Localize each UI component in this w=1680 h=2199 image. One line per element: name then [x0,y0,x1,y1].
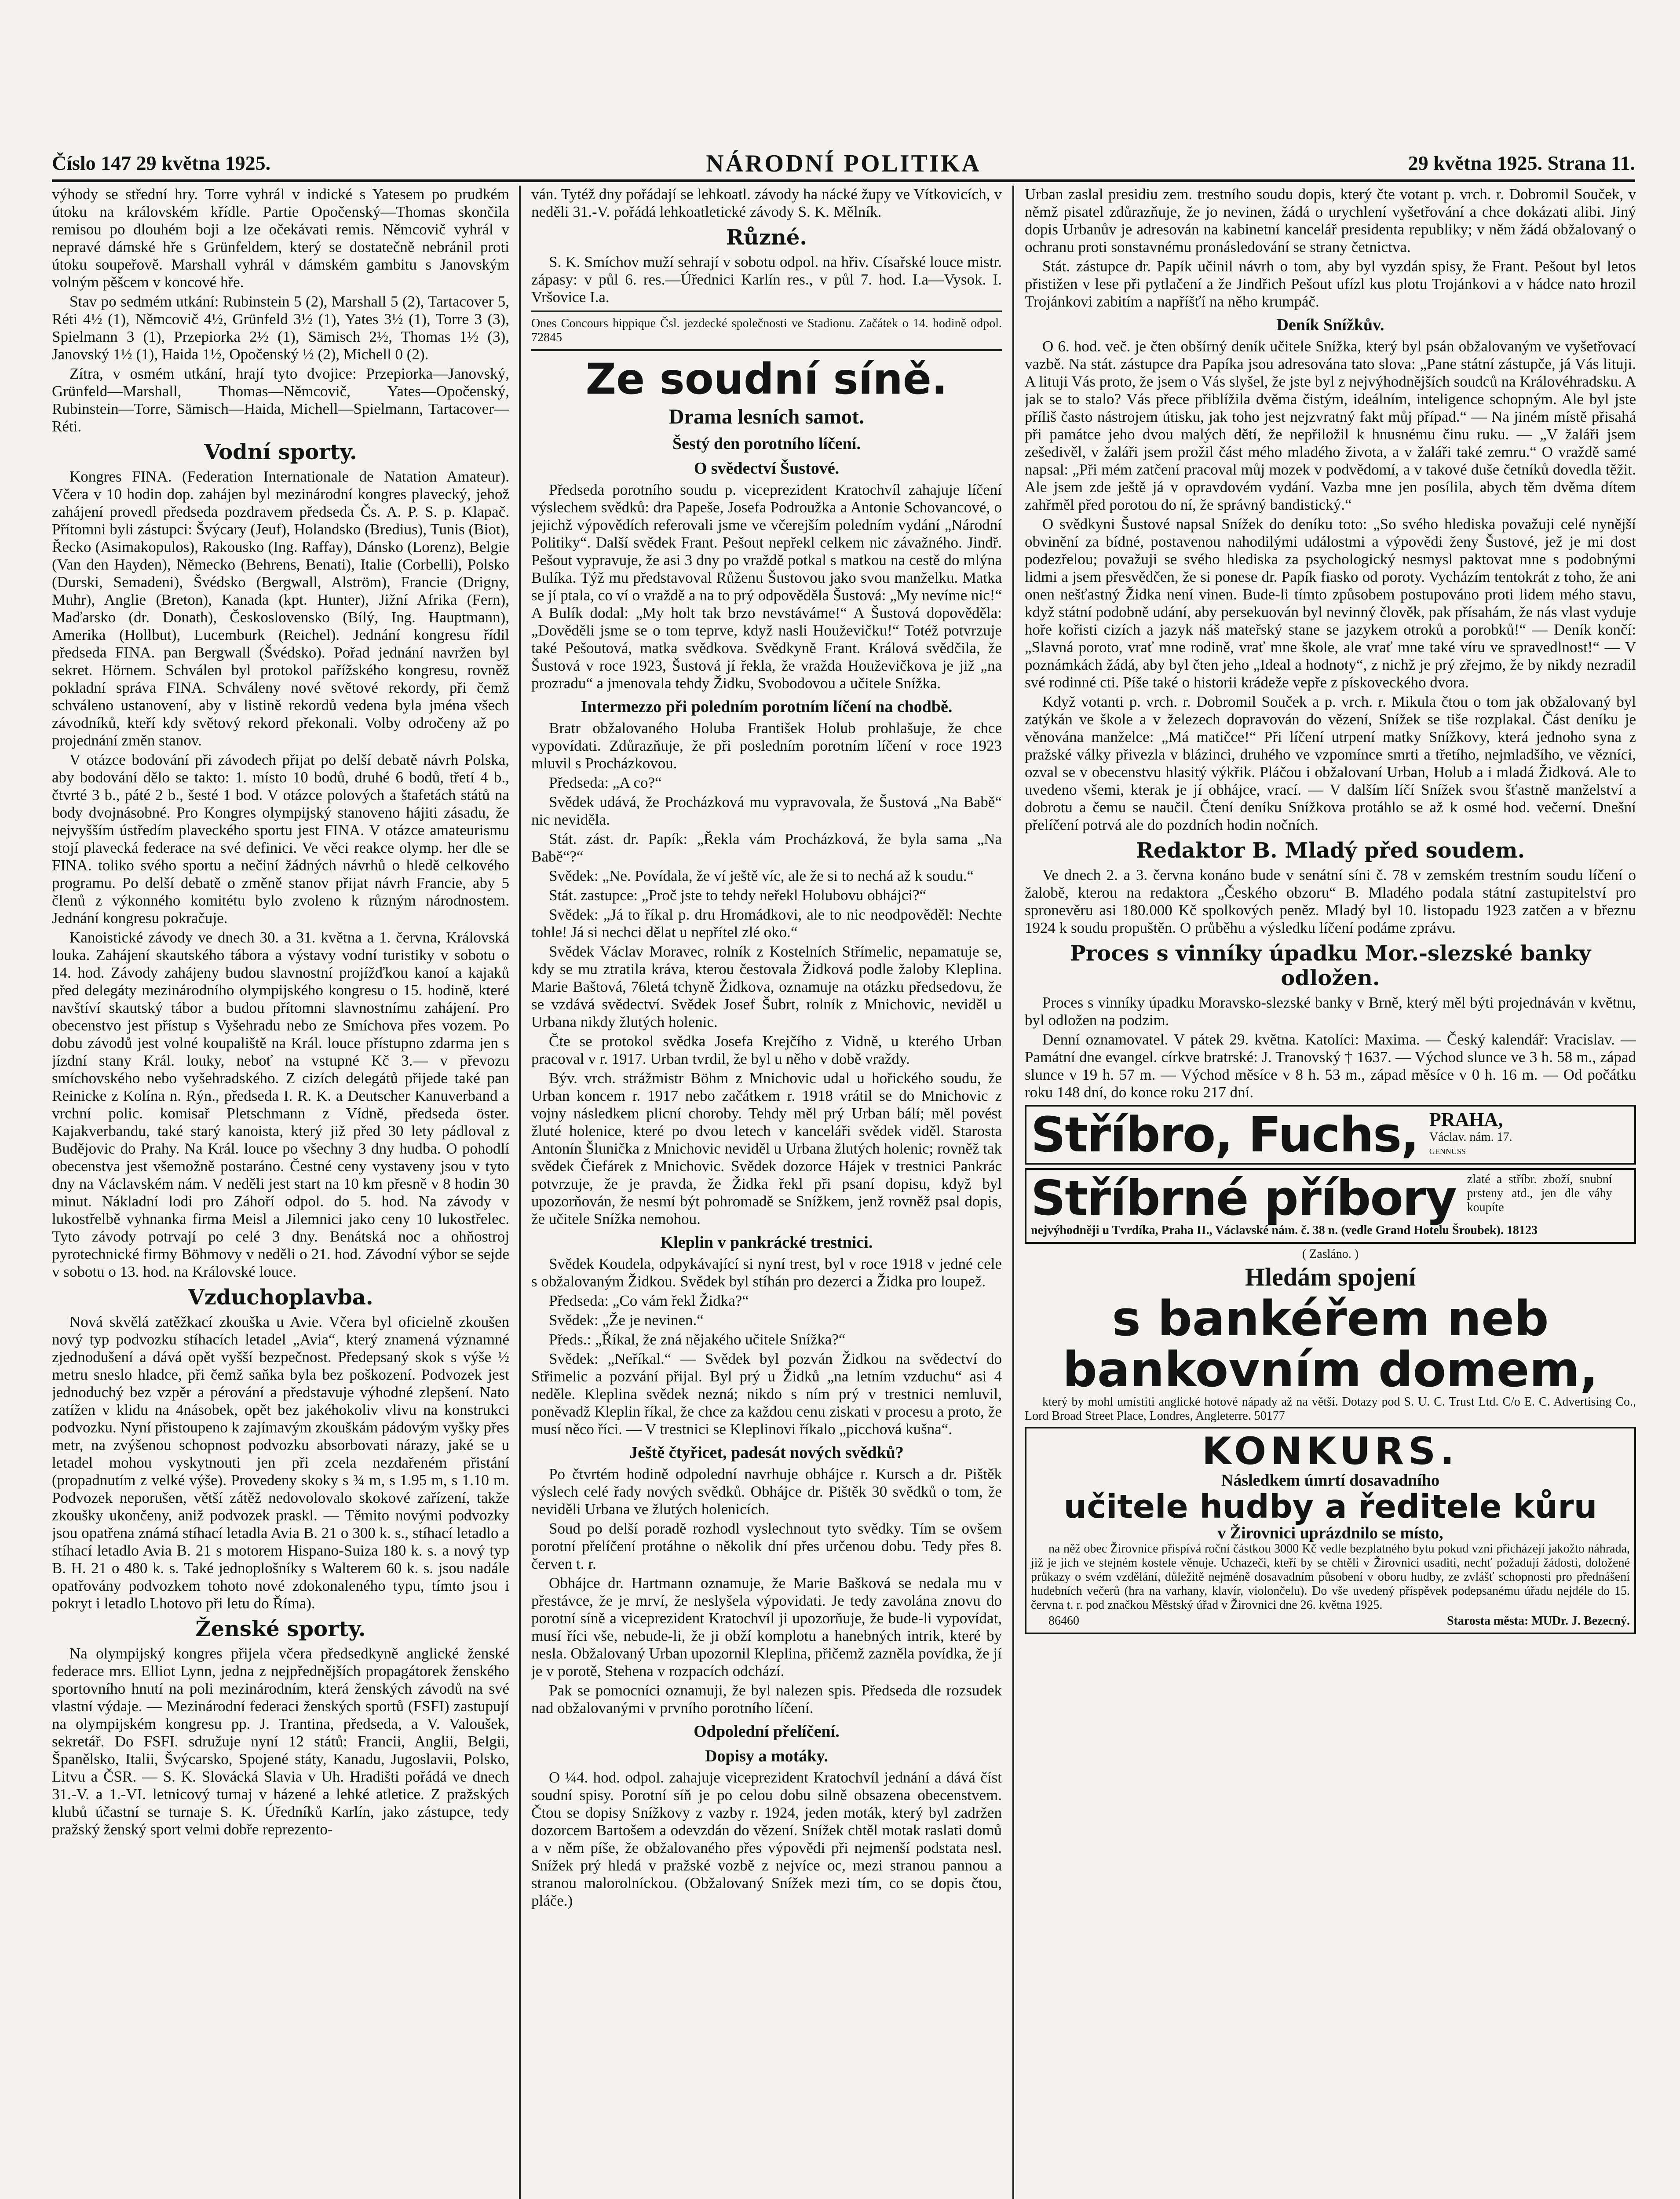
column-3 [1025,186,1636,2199]
section-title-vzduchoplavba: Vzduchoplavba. [188,1285,373,1310]
paragraph: Svědek Václav Moravec, rolník z Kostelních Střímelic, nepamatuje se, kdy se mu ztratila kráva, kterou čestovala Židková podle žaloby Kleplina. Marie Baštová, 76letá tchyně Židkova, oznamuje na otázku předsedovu, že se vzdává svědectví. Svědek Josef Šubrt, rolník z Mnichovic, neviděl u Urbana nikdy žlutých holenic. [531,943,1002,1030]
page-header [52,147,1635,181]
paragraph: Bratr obžalovaného Holuba František Holub prohlašuje, že chce vypovídati. Zdůrazňuje, že při posledním porotním líčení v roce 1923 mluvil s Procházkovou. [531,720,1002,772]
chess-report: výhody se střední hry. Torre vyhrál v indické s Yatesem po prudkém útoku na královském křídle. Partie Opočenský—Thomas skončila remisou po dlouhém boji a lze očekávati remis. Němcovič vyhrál v nepravé dámské hře s Grünfeldem, který se dostatečně nebránil proti útoku soupeřově. Marshall vyhrál v dámském gambitu s Janovským volným pěšcem v koncové hře. [52,186,509,291]
paragraph: Svědek: „Neříkal.“ — Svědek byl pozván Židkou na svědectví do Střimelic a pozvání přijal. Byl prý u Židků „na letním vzduchu“ asi 4 neděle. Kleplina svědek nezná; nikdo s ním prý v trestnici nemluvil, poněvadž Kleplin říkal, že chce za každou cenu ziskati v procesu a proto, že musí něco říci. — V trestnici se Kleplinovi říkalo „picchová kušna“. [531,1350,1002,1438]
ad-konkurs-sign [1031,1614,1630,1628]
paragraph: Svědek Koudela, odpykávající si nyní trest, byl v roce 1918 v jedné cele s obžalovaným Židkou. Svědek byl stíhán pro dezerci a Židka pro loupež. [531,1255,1002,1290]
subheadline-intermezzo: Intermezzo při poledním porotním líčení na chodbě. [581,698,953,716]
subheadline-svedectvi-sustove: O svědectví Šustové. [694,459,840,478]
article-avia-test: Nová skvělá zatěžkací zkouška u Avie. Včera byl oficielně zkoušen nový typ podvozku stíhacích letadel „Avia“, který znamená významné zjednodušení a dává opět vyšší bezpečnost. Předepsaný skok s výše ½ metru sneslo hladce, při čemž saňka byla bez poškození. Podvozek jest jednoduchý bez vzpěr a pérování a představuje výhodné zlepšení. Nato zatížen v klidu na 4násobek, opět bez jakéhokoliv vlivu na konstrukci podvozku. Nyní přistoupeno k zajímavým zkouškám pádovým vyšky přes metr, na zvýšenou schopnost podvozku absorbovati nárazy, jaké se u letadel mohou vyskytnouti jen při zcela nezdařeném přistání (propadnutím z velké výše). Provedeny skoky s ¾ m, s 1.95 m, s 1.10 m. Podvozek neporušen, větší zátěž nedovolovalo skokové zařízení, takže zkoušky ukončeny, aniž podvozek praskl. — Těmito novými podvozky jsou opatřena známá stíhací letadla Avia B. 21 o 300 k. s., stíhací letadlo a stíhací letadlo Avia B. 21 s motorem Hispano-Suiza 180 k. s. a nový typ B. H. 21 o 480 k. s. Také jednoplošníky s Walterem 60 k. s. jsou nadále opatřovány podvozkem tohoto nové zdokonaleného typu, tímto jsou i pokryt i letadlo Lhotovo při letu do Říma). [52,1313,509,1612]
column-1 [52,186,509,2199]
subheadline-odpoledni-prelíceni: Odpolední přelíčení. [694,1722,840,1741]
concours-text: Ones Concours hippique Čsl. jezdecké společnosti ve Stadionu. Začátek o 14. hodině odpol. [531,317,1002,330]
ad-bankerem: s bankéřem neb [1112,1290,1549,1347]
paragraph-denni-oznamovatel: Denní oznamovatel. V pátek 29. května. Katolíci: Maxima. — Český kalendář: Vracislav. — Památní dne evangel. církve bratrské: J. Tranovský † 1637. — Východ slunce ve 3 h. 58 m., západ slunce v 19 h. 57 m. — Východ měsíce v 8 h. 53 m., západ měsíce v 0 h. 16 m. — Od počátku roku 148 dní, do konce roku 217 dní. [1025,1031,1636,1101]
column-rule-2 [1012,186,1014,2199]
paragraph: Předs.: „Říkal, že zná nějakého učitele Snížka?“ [549,1331,846,1348]
paragraph: Urban zaslal presidiu zem. trestního soudu dopis, který čte votant p. vrch. r. Dobromil Souček, v němž pisatel zdůrazňuje, že jo nevinen, žádá o urychlení vyšetřování a chce dokázati alibi. Jiný dopis Urbanův je adresován na kabinetní kancelář presidenta republiky; v něm žádá obžalovaný o ochranu proti sonstavnému pronásledování se strany četnictva. [1025,186,1636,256]
subheadline-dopisy-motaky: Dopisy a motáky. [705,1747,828,1765]
ad-hledam-spojeni: Hledám spojení [1245,1263,1416,1291]
paragraph: Stát. zást. dr. Papík: „Řekla vám Procházková, že byla sama „Na Babě“?“ [531,830,1002,865]
column-rule-1 [519,186,521,2199]
paragraph: O 6. hod. več. je čten obšírný deník učitele Snížka, který byl psán obžalovaným ve vyšetřovací vazbě. Na stát. zástupce dra Papíka jsou adresována tato slova: „Pane státní zástupče, já Vás lituji. A lituji Vás proto, že jsem o Vás slyšel, že jste byl z nejvýhodnějších soudců na Královéhradsku. A jak se to stalo? Vás přece přiblížila dvěma čistým, ideálním, inteligence schopným. Ale byl jste příliš často nástrojem útisku, jak toho jest nejzvratný fakt můj případ.“ — Na jiném místě přisahá při památce jeho dvou malých dětí, že nepřiložil k hnusnému činu ruku. — „V žaláři jsem zešedivěl, v žaláři jsem prožil část mého mladého života, a v žaláři také zemru.“ O vraždě samé napsal: „Při mém zatčení pracoval můj mozek v podvědomí, a v takové duše četníků dovedla těžit. Ale jsem zde ještě já v opravdovém vydání. Vazba mne jen posílila, abych těm dvěma dítem zahřměl před porotou do ní, že správný bandistický.“ [1025,338,1636,513]
column-2 [531,186,1002,2199]
ad-konkurs [1025,1427,1636,1634]
ad-stribrne-pribory [1025,1168,1636,1244]
paragraph: Předseda: „A co?“ [549,774,662,791]
ad-pribory-address [1031,1224,1630,1238]
ad-stribro-fuchs-address [1429,1109,1512,1158]
ad-bankovni-dum [1025,1247,1636,1423]
paragraph: Svědek udává, že Procházková mu vypravovala, že Šustová „Na Babě“ nic neviděla. [531,793,1002,828]
headline-redaktor-mlady: Redaktor B. Mladý před soudem. [1136,838,1525,863]
paragraph: Svědek: „Ne. Povídala, že ví ještě víc, ale že si to nechá až k soudu.“ [549,867,974,884]
paragraph: Pak se pomocníci oznamuji, že byl nalezen spis. Předseda dle rozsudek nad obžalovanými v prvního porotního líčení. [531,1682,1002,1717]
headline-drama-lesnich-samot: Drama lesních samot. [669,405,864,428]
paragraph: Soud po delší poradě rozhodl vyslechnout tyto svědky. Tím se ovšem porotní přelíčení protáhne o několik dní přes určenou dobu. Tedy přes 8. červen t. r. [531,1520,1002,1572]
ad-konkurs-sub: Následkem úmrtí dosavadního [1221,1471,1440,1490]
subheadline-denik-snizkuv: Deník Snížkův. [1276,316,1384,334]
issue-number: Číslo 147 29 května 1925. [52,152,271,174]
ad-zaslano: ( Zasláno. ) [1302,1247,1359,1261]
ad-number: 86460 [1048,1614,1079,1628]
divider [531,310,1002,312]
section-title-soudni-sin: Ze soudní síně. [585,354,948,404]
paragraph: Když votanti p. vrch. r. Dobromil Souček a p. vrch. r. Mikula čtou o tom jak obžalovaný byl zatýkán ve škole a v železech dopravován do vězení, Snížek se tiše rozplakal. Část deníku je věnována manželce: „Má matičce!“ Při líčení utrpení matky Snížkovy, která jednoho syna z pražské války přivezla v blázinci, druhého ve vzpomínce smrti a třetího, nejmladšího, ve vězníci, ozval se v obecenstvu hlasitý výkřik. Pláčou i obžalovaní Urban, Holub a i mladá Židková. Ale to uvedeno všemi, kterak je jí obhájce, vrací. — V dalším líčí Snížek svou šťastně manželství a dobrotu a čemu se naučil. Čtení deníku Snížkova protáhlo se až k osmé hod. večerní. Dnešní přelíčení potrvá ale do pozdních hodin nočních. [1025,693,1636,833]
subheadline-kleplin: Kleplin v pankrácké trestnici. [660,1233,873,1252]
ad-konkurs-signature: Starosta města: MUDr. J. Bezecný. [1446,1614,1630,1628]
ad-number: 50177 [1254,1409,1285,1423]
ad-bank-text: který by mohl umístiti anglické hotové nápady až na větší. Dotazy pod S. U. C. Trust Ltd. C/o E. C. Advertising Co., Lord Broad Street Place, Londres, Angleterre. [1025,1395,1636,1423]
ad-street: Václav. nám. 17. [1429,1130,1512,1144]
concours-number: 72845 [531,331,562,344]
ad-konkurs-headline: učitele hudby a ředitele kůru [1063,1488,1597,1526]
paragraph: Ve dnech 2. a 3. června konáno bude v senátní síni č. 78 v zemském trestním soudu líčení o žalobě, kterou na redaktora „Českého obzoru“ B. Mladého podala státní zastupitelství pro spronevěru asi 180.000 Kč spolkových peněz. Mladý byl 10. listopadu 1923 zatčen a v březnu 1924 k soudu propuštěn. O průběhu a výsledku líčení podáme zprávu. [1025,866,1636,936]
ad-pribory-address-text: nejvýhodněji u Tvrdíka, Praha II., Václavské nám. č. 38 n. (vedle Grand Hotelu Šroubek). [1031,1224,1504,1237]
page-date-number: 29 května 1925. Strana 11. [1408,152,1635,174]
ad-city: PRAHA, [1429,1109,1503,1130]
header-rule [52,179,1635,182]
section-title-zenske-sporty: Ženské sporty. [195,1617,366,1641]
chess-standings: Stav po sedmém utkání: Rubinstein 5 (2), Marshall 5 (2), Tartacover 5, Réti 4½ (1), Němcovič 4½, Grünfeld 3½ (1), Yates 3½ (1), Torre 3 (3), Spielmann 3 (1), Przepiorka 2½ (1), Sämisch 2½, Thomas 1½ (3), Janovský 1½ (1), Haida 1½, Opočenský ½ (2), Michell 0 (2). [52,293,509,363]
masthead: NÁRODNÍ POLITIKA [706,150,981,177]
concours-hippique-notice [531,317,1002,345]
paragraph: Předseda porotního soudu p. viceprezident Kratochvíl zahajuje líčení výslechem svědků: dra Papeše, Josefa Podroužka a Antonie Schovancové, o jejichž výpovědích referovali jsme ve včerejším poledním vydání „Národní Politiky“. Další svědek Frant. Pešout nepřekl celkem nic závažného. Jindř. Pešout vypravuje, že asi 3 dny po vraždě potkal s matkou na cestě do mlýna Bulíka. Týž mu představoval Růženu Šustovou jako svou manželku. Matka se jí ptala, co ví o vraždě a na to prý odpověděla Šustová: „My nevíme nic!“ A Bulík dodal: „My holt tak brzo nevstáváme!“ A Šustová dopověděla: „Dověděli jsme se o tom teprve, když nasli Houževičku!“ Totéž potvrzuje také Pešoutová, matka svědkova. Svědkyně Frant. Králová svědčila, že Šustová v roce 1923, Šustová jí řekla, že vražda Houževičkova je již „na prozradu“ a jmenovala tehdy Židku, Svobodovou a učitele Snížka. [531,481,1002,692]
article-zenske-sporty: Na olympijský kongres přijela včera předsedkyně anglické ženské federace mrs. Elliot Lynn, jedna z nejpřednějších propagátorek ženského sportovního hnutí na poli mezinárodním, která ženských závodů na své vlastní výdaje. — Mezinárodní federaci ženských sportů (FSFI) zastupují na olympijském kongresu pp. J. Trantina, předseda, a V. Valoušek, sekretář. Do FSFI. sdružuje nyní 12 států: Francii, Anglii, Belgii, Španělsko, Italii, Švýcarsko, Spojené státy, Kanadu, Jugoslavii, Polsko, Litvu a ČSR. — S. K. Slovácká Slavia v Uh. Hradišti pořádá ve dnech 31.-V. a 1.-VI. letnicový turnaj v házené a lehké atletice. Z pražských klubů účastní se turnaje S. K. Úředníků Karlín, jako zástupce, tedy pražský ženský sport velmi dobře reprezento- [52,1645,509,1838]
ad-pribory-side: zlaté a stříbr. zboží, snubní prsteny atd., jen dle váhy koupíte [1467,1173,1612,1214]
section-title-vodni-sporty: Vodní sporty. [204,440,357,464]
divider [531,349,1002,351]
ad-pribory-title: Stříbrné příbory [1031,1170,1456,1226]
ad-konkurs-body: na něž obec Žirovnice přispívá roční částkou 3000 Kč vedle bezplatného bytu pokud vzni přicházejí jakožto náhrada, již je jich ve stejném kostele věnuje. Uchazeči, kteří by se chtěli v Žirovnici usaditi, nechť požadují žádosti, doložené průkazy o svém vzdělání, důležitě nejméně dosavadním působení v oboru hudby, ze zvlášť schopnosti pro přednášení hudebních večerů (hra na varhany, klavír, violončelu). Do vše uvedený příspěvek podepsanému úřadu nejdéle do 15. června t. r. pod značkou Městský úřad v Žirovnici dne 26. května 1925. [1031,1542,1630,1612]
paragraph: O svědkyni Šustové napsal Snížek do deníku toto: „So svého hlediska považuji celé nynější obvinění za bídné, postavenou nahodilými událostmi a výpovědi ženy Šustové, jež je mi dost podezřelou; považuji se svého hlediska za psychologický nesmysl paktovat mne s podobnými lidmi a jsem přesvědčen, že si ponese dr. Papík fiasko od poroty. Vycházím tentokrát z toho, že ani onen nešťastný Židka není vinen. Bude-li tímto způsobem postupováno proti lidem mého stavu, když státní podobně udání, aby persekuován byl nevinný člověk, pak přísahám, že nás vlast vyduje hoře kořisti cizích a jazyk náš mateřský stane se jazykem otroků a porobků!“ — Deník končí: „Slavná poroto, vrať mne rodině, vrať mne škole, ale vrať mne také víru ve spravedlnost!“ — V poznámkách žádá, aby byl čten jeho „Ideal a hodnoty“, z nichž je prý zřejmo, že by nikdy nezradil své rodinné cti. Píše také o historii krádeže vepře z pískoveckého dvora. [1025,515,1636,691]
ad-number: 18123 [1507,1224,1538,1237]
paragraph: Stát. zástupce dr. Papík učinil návrh o tom, aby byl vyzdán spisy, že Frant. Pešout byl letos přistižen v lese při pytlačení a že Jindřich Pešout ufízl kus plotu Trojánkovi a v hádce nato hrozil Trojánkovi zabitím a napříšťí na něho krumpáč. [1025,258,1636,310]
ad-bank-body [1025,1395,1636,1423]
headline-proces-banky: Proces s vinníky úpadku Mor.-slezské banky odložen. [1070,941,1591,990]
article-kanoisticke-zavody: Kanoistické závody ve dnech 30. a 31. května a 1. června, Královská louka. Zahájení skautského tábora a výstavy vodní turistiky v sobotu o 14. hod. Závody zahájeny budou slavnostní projížďkou kanoí a kajaků před delegáty mezinárodního olympijského kongresu o 15. hodině, které navštíví skautský tábor a budou přítomni slavnostnímu zahájení. Pro obecenstvo jest přístup s Vyšehradu nebo ze Smíchova přes vozem. Po dobu závodů jest volné koupaliště na Král. louce přístupno zdarma jen s jízdní stany Král. louky, neboť na vstupné Kč 3.— v převozu smíchovského nebo vyšehradského. Z cizích delegátů přijede také pan Reinicke z Kolína n. Rýn., předseda I. R. K. a Deutscher Kanuverband a vrchní polic. komisař Pletschmann z Vídně, předseda öster. Kajakverbandu, také starý kanoista, který již před 30 lety pádloval z Budějovic do Prahy. Na Král. louce po všechny 3 dny hudba. O pohodlí obecenstva jest všemožně postaráno. Čestné ceny vystaveny jsou v tyto dny na Václavském nám. V neděli jest start na 10 km přesně v 8 hodin 30 minut. Nákladní lodi pro Záhoří odpol. do 5. hod. Na závody v lukostřelbě vyhnanka firma Meisl a Jilemnici jako ceny 10 lukostřelec. Tyto závody potrvají po celé 3 dny. Benátská noc a ohňostroj pyrotechnické firmy Böhmovy v neděli o 21. hod. Závodní výbor se sejde v sobotu o 13. hod. na Královské louce. [52,929,509,1280]
article-fina-congress: Kongres FINA. (Federation Internationale de Natation Amateur). Včera v 10 hodin dop. zahájen byl mezinárodní kongres plavecký, jehož zahájení provedl předseda pozdravem předseda Čs. A. P. S. p. Klapač. Přítomni byli zástupci: Švýcary (Jeuf), Holandsko (Bredius), Tunis (Biot), Řecko (Asimakopulos), Rakousko (Ing. Raffay), Dánsko (Lorenz), Belgie (Van den Hayden), Německo (Behrens, Benati), Italie (Corbelli), Polsko (Durski, Semadeni), Švédsko (Bergwall, Alström), Francie (Drigny, Muhr), Anglie (Breton), Kanada (kpt. Hunter), Jižní Afrika (Fern), Maďarsko (dr. Donath), Československo (Bílý, Ing. Hauptmann), Amerika (Hollbut), Lucemburk (Reichel). Jednání kongresu řídil předseda FINA. pan Bergwall (Švédsko). Pořad jednání navržen byl sekret. Hörnem. Schválen byl protokol pařížského kongresu, rovněž pokladní správa FINA. Schváleny nové světové rekordy, při čemž schváleno ustanovení, aby v listině rekordů vedena byla jména všech závodníků, kteří kdy světový rekord překonali. Volby odročeny až po projednání změn stanov. [52,468,509,749]
paragraph: Býv. vrch. strážmistr Böhm z Mnichovic udal u hořického soudu, že Urban koncem r. 1917 nebo začátkem r. 1918 vrátil se do Mnichovic z vojny následkem plicní choroby. Tehdy měl prý Urban bálí; měl povést žluté holenice, které po dvou letech v kanceláři svědek viděl. Starosta Antonín Šlunička z Mnichovic neviděl u Urbana žlutých holenic; rovněž tak svědek Čiefárek z Mnichovic. Svědek dozorce Hájek v trestnici Pankrác potvrzuje, že je pravda, že Židka řekl při psaní dopisu, když byl upozorňován, že nesmí být pohromadě se Snížkem, jenž rovněž psal dopis, že učitele Snížka nemohou. [531,1070,1002,1227]
paragraph: O ¼4. hod. odpol. zahajuje viceprezident Kratochvíl jednání a dává číst soudní spisy. Porotní síň je po celou dobu silně obsazena obecenstvem. Čtou se dopisy Snížkovy z vazby r. 1924, jeden moták, který byl zadržen dozorcem Bartošem a odevzdán do vězení. Snížek chtěl motak raslati domů a v něm píše, že obžalovaného přes výpovědi při nejmenší podstata nesl. Snížek prý hledá v pražské vozbě z nejvíce oc, mezi stranou pannou a stranou malorolníckou. (Obžalovaný Snížek mezi tím, co se dopis čtou, pláče.) [531,1769,1002,1909]
paragraph: Svědek: „Já to říkal p. dru Hromádkovi, ale to nic neodpověděl: Nechte tohle! Já si nechci dělat u nepřítel zlé oko.“ [531,906,1002,941]
paragraph: Svědek: „Že je nevinen.“ [549,1311,704,1329]
paragraph: Čte se protokol svědka Josefa Krejčího z Vidně, u kterého Urban pracoval v r. 1917. Urban tvrdil, že byl u něho v době vraždy. [531,1033,1002,1067]
article-fina-scoring: V otázce bodování při závodech přijat po delší debatě návrh Polska, aby bodování dělo se takto: 1. místo 10 bodů, druhé 6 bodů, třetí 4 b., čtvrté 3 b., páté 2 b., šesté 1 bod. V otázce polových a štafetách států na body dvojnásobné. Pro Kongres olympijský stanoveno hájiti zásadu, že nejvyšším ústředím plaveckého sportu jest FINA. V otázce amateurismu stojí plavecká federace na své definici. Ve věci reakce olymp. her dle se FINA. toliko svého sportu a nečiní žádných návrhů o hledě celkového programu. Po delší debatě o změně stanov přijat návrh Francie, aby 5 členů z výkonného komitétu bylo zvoleno k různým národnostem. Jednání kongresu pokračuje. [52,751,509,927]
section-title-ruzne: Různé. [726,225,807,250]
subheadline-novi-svedci: Ještě čtyřicet, padesát nových svědků? [629,1443,904,1462]
ad-stribro-fuchs [1025,1105,1636,1165]
paragraph: Předseda: „Co vám řekl Židka?“ [549,1292,749,1309]
ad-stribro-fuchs-title: Stříbro, Fuchs, [1031,1107,1419,1163]
paragraph: Po čtvrtém hodině odpolední navrhuje obhájce r. Kursch a dr. Pištěk výslech celé řady nových svědků. Obhájce dr. Pištěk 30 svědků o tom, že neviděli Urbana ve žlutých holenicích. [531,1465,1002,1518]
ad-konkurs-title: KONKURS. [1202,1429,1459,1473]
paragraph: Proces s vinníky úpadku Moravsko-slezské banky v Brně, který měl býti projednáván v květnu, byl odložen na podzim. [1025,994,1636,1029]
chess-next-round: Zítra, v osmém utkání, hrají tyto dvojice: Przepiorka—Janovský, Grünfeld—Marshall, Thomas—Němcovič, Yates—Opočenský, Rubinstein—Torre, Sämisch—Haida, Michell—Spielmann, Tartacover—Réti. [52,365,509,435]
paragraph: Obhájce dr. Hartmann oznamuje, že Marie Bašková se nedala mu v přestávce, že je mrví, že neslyšela výpovidati. Je tedy zavolána znovu do porotní síně a viceprezident Kratochvíl ji upozorňuje, že bude-li vypovídat, musí říci vše, nebude-li, že ji obží komplotu a hanebných intrik, které by nesla. Obžalovaný Urban upozornil Kleplina, přičemž zazněla povídka, že jí je v porotě, Stehena v rozpacích odchází. [531,1574,1002,1680]
article-ruzne: S. K. Smíchov muží sehrají v sobotu odpol. na hřiv. Císařské louce mistr. zápasy: v půl 6. res.—Úřednici Karlín res., v půl 7. hod. I.a—Vysok. I. Vršovice I.a. [531,253,1002,306]
subheadline-sesty-den: Šestý den porotního líčení. [672,435,861,453]
article-continuation: ván. Tytéž dny pořádají se lehkoatl. závody ha nácké župy ve Vítkovicích, v neděli 31.-V. pořádá lehkoatletické závody S. K. Mělník. [531,186,1002,220]
ad-konkurs-sub2: v Žirovnici uprázdnilo se místo, [1217,1524,1443,1542]
paragraph: Stát. zastupce: „Proč jste to tehdy neřekl Holubovu obhájci?“ [549,887,927,904]
ad-stamp: GENNUSS [1429,1147,1466,1156]
ad-bankovnim-domem: bankovním domem, [1063,1341,1598,1398]
